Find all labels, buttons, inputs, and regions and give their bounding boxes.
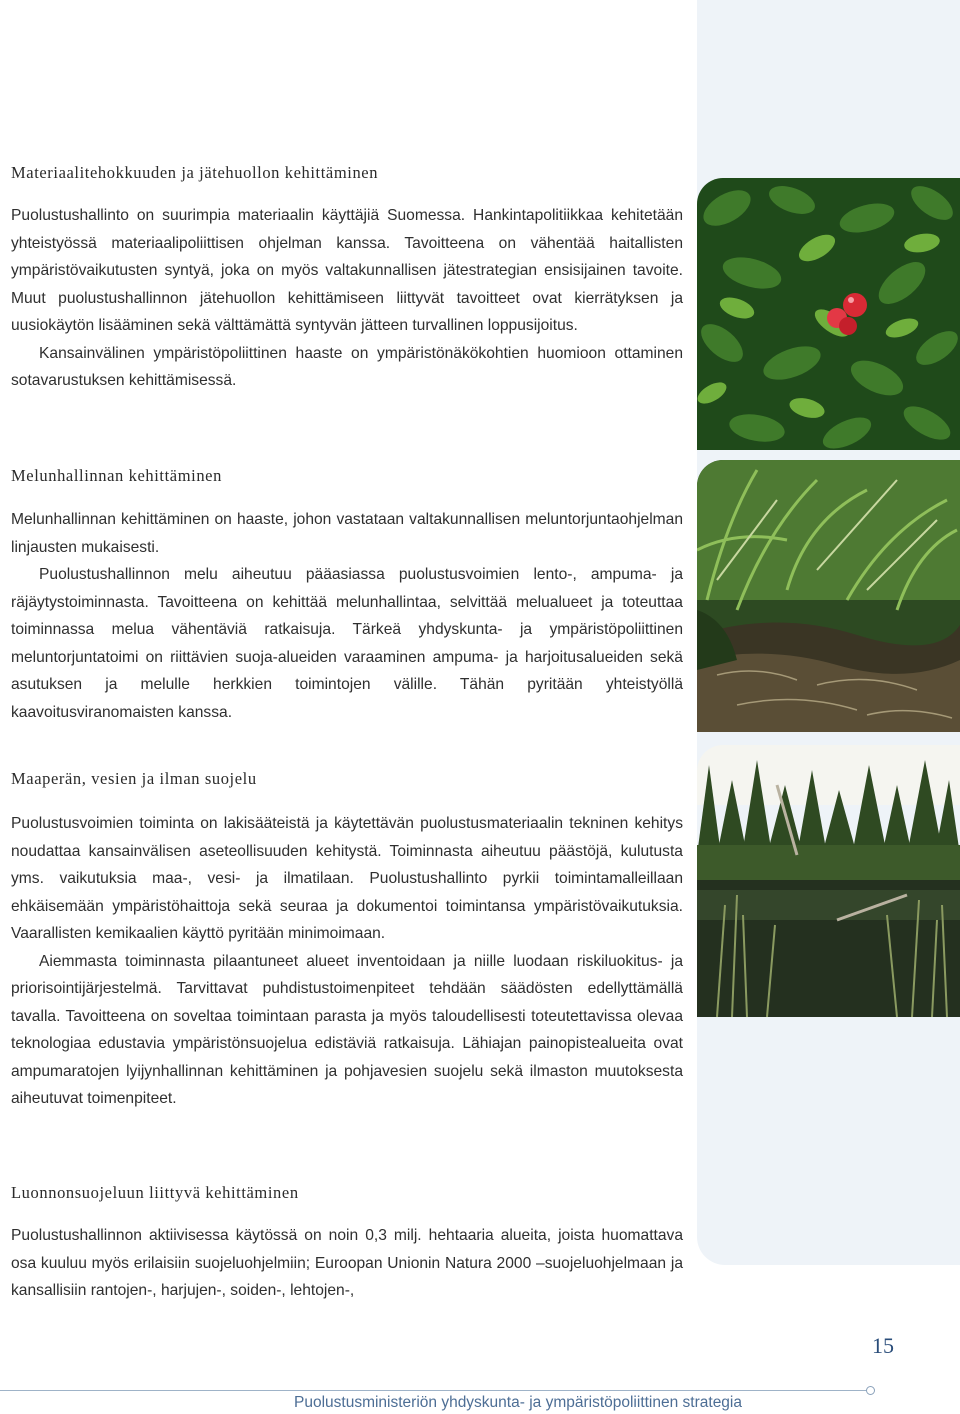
section-body [11,1222,683,1305]
paragraph: Puolustushallinnon melu aiheutuu pääasiassa puolustusvoimien lento-, ampuma- ja räjäytystoiminnasta. Tavoitteena on kehittää melunhallintaa, selvittää melualueet ja toteuttaa toiminnassa melua vähentäviä ratkaisuja. Tärkeä yhdyskunta- ja ympäristöpoliittinen meluntorjuntatoimi on riittävien suoja-alueiden varaaminen ampuma- ja harjoitusalueiden sekä asutuksen ja melulle herkkien toimintojen välille. Tähän pyritään yhteistyöllä kaavoitusviranomaisten kanssa. [11,566,683,721]
lingonberry-photo [697,178,960,450]
section-heading: Luonnonsuojeluun liittyvä kehittäminen [11,1183,299,1202]
footer-dot-ornament [866,1386,875,1395]
paragraph: Puolustushallinnon aktiivisessa käytössä on noin 0,3 milj. hehtaaria alueita, joista huomattava osa kuuluu myös erilaisiin suojeluohjelmiin; Euroopan Unionin Natura 2000 –suojeluohjelmaan ja kansallisiin rantojen-, harjujen-, soiden-, lehtojen-, [11,1227,683,1299]
section-body [11,810,683,1113]
section-heading: Melunhallinnan kehittäminen [11,466,222,485]
stream-photo [697,460,960,732]
section-heading: Maaperän, vesien ja ilman suojelu [11,769,257,788]
footer-title: Puolustusministeriön yhdyskunta- ja ympäristöpoliittinen strategia [294,1394,742,1411]
forest-pond-photo [697,745,960,1017]
paragraph: Aiemmasta toiminnasta pilaantuneet alueet inventoidaan ja niille luodaan riskiluokitus- ja priorisointijärjestelmä. Tarvittavat puhdistustoimenpiteet tehdään säädösten edellyttämällä tavalla. Tavoitteena on soveltaa toimintaan parasta ja myös taloudellisesti toteutettavissa olevaa teknologiaa edustavia ympäristönsuojelua edistäviä ratkaisuja. Lähiajan painopistealueita ovat ampumaratojen lyijynhallinnan kehittäminen ja pohjavesien suojelu sekä ilmaston muutoksesta aiheutuvat toimenpiteet. [11,952,683,1107]
section-body [11,202,683,395]
footer-divider [0,1390,868,1391]
paragraph: Puolustusvoimien toiminta on lakisääteistä ja käytettävän puolustusmateriaalin tekninen kehitys noudattaa kansainvälisen aseteollisuuden kehitystä. Toiminnasta aiheutuu päästöjä, kulutusta yms. vaikutuksia maa-, vesi- ja ilmatilaan. Puolustushallinto pyrkii toimintamalleillaan ehkäisemään ympäristöhaittoja sekä seuraa ja dokumentoi toimintansa ympäristövaikutuksia. Vaarallisten kemikaalien käyttö pyritään minimoimaan. [11,815,683,942]
section-body [11,506,683,726]
paragraph: Puolustushallinto on suurimpia materiaalin käyttäjiä Suomessa. Hankintapolitiikkaa kehitetään yhteistyössä materiaalipoliittisen ohjelman kanssa. Tavoitteena on vähentää haitallisten ympäristövaikutusten syntyä, joka on myös valtakunnallisen jätestrategian ensisijainen tavoite. Muut puolustushallinnon jätehuollon kehittämiseen liittyvät tavoitteet ovat kierrätyksen ja uusiokäytön lisääminen sekä välttämättä syntyvän jätteen turvallinen loppusijoitus. [11,207,683,334]
paragraph: Melunhallinnan kehittäminen on haaste, johon vastataan valtakunnallisen meluntorjuntaohjelman linjausten mukaisesti. [11,511,683,556]
page-number: 15 [872,1333,894,1358]
paragraph: Kansainvälinen ympäristöpoliittinen haaste on ympäristönäkökohtien huomioon ottaminen sotavarustuksen kehittämisessä. [11,344,683,389]
section-heading: Materiaalitehokkuuden ja jätehuollon kehittäminen [11,163,379,182]
